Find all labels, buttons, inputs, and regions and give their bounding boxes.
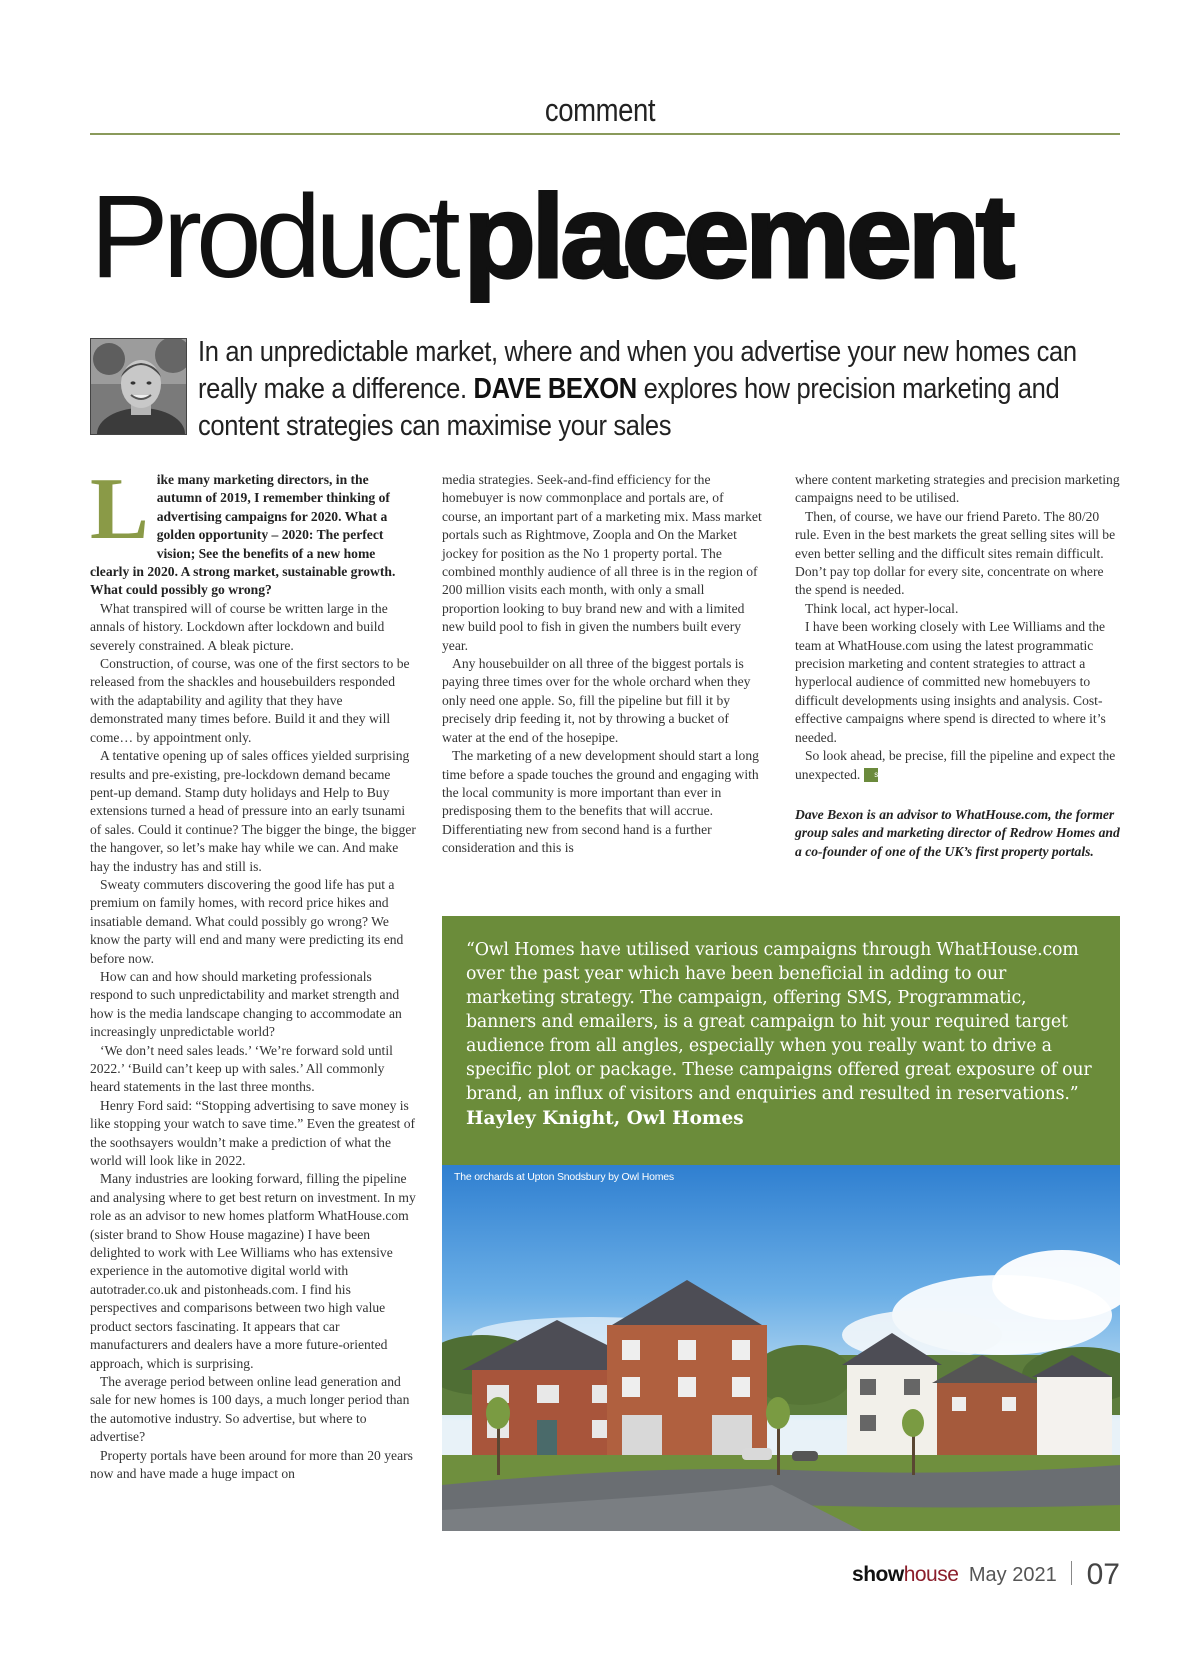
closing-text: So look ahead, be precise, fill the pipeline and expect the unexpected.	[795, 748, 1116, 782]
body-paragraph: Many industries are looking forward, filling the pipeline and analysing where to get best return on investment. In my role as an advisor to new homes platform WhatHouse.com (sister brand to Show House magazine) I have been delighted to work with Lee Williams who has extensive experience in the automotive digital world with autotrader.co.uk and pistonheads.com. I find his perspectives and comparisons between two high value product sectors fascinating. It appears that car manufacturers and dealers have a more future-oriented approach, which is surprising.	[90, 1171, 416, 1371]
footer-divider	[1071, 1561, 1072, 1585]
page-number: 07	[1086, 1558, 1120, 1591]
magazine-brand-light: house	[903, 1563, 959, 1586]
page-footer	[852, 1558, 1120, 1592]
drop-cap: L	[90, 461, 149, 558]
body-paragraph: How can and how should marketing professionals respond to such unpredictability and market strength and how is the media landscape changing to accommodate an increasingly unpredictable world?	[90, 968, 402, 1040]
article-column-3	[795, 471, 1120, 861]
standfirst-outro: explores how precision marketing and content strategies can maximise your sales	[198, 373, 1060, 442]
magazine-brand-bold: show	[852, 1563, 904, 1586]
development-photo	[442, 1165, 1120, 1531]
body-paragraph: What transpired will of course be written large in the annals of history. Lockdown after lockdown and build severely constrained. A bleak picture.	[90, 600, 388, 653]
closing-paragraph	[795, 747, 1120, 784]
housing-development-illustration	[442, 1165, 1120, 1531]
body-paragraph: Sweaty commuters discovering the good life has put a premium on family homes, with record price hikes and insatiable demand. What could possibly go wrong? We know the party will end and many were predicting its end before now.	[90, 876, 404, 966]
body-paragraph: The average period between online lead generation and sale for new homes is 100 days, a much longer period than the automotive industry. So advertise, but where to advertise?	[90, 1373, 410, 1445]
body-paragraph: Henry Ford said: “Stopping advertising to save money is like stopping your watch to save time.” Even the greatest of the soothsayers wouldn’t make a prediction of what the world will look like in 2022.	[90, 1097, 416, 1169]
section-divider	[90, 133, 1120, 135]
section-label: comment	[544, 92, 656, 128]
author-bio: Dave Bexon is an advisor to WhatHouse.com, the former group sales and marketing director of Redrow Homes and a co-founder of one of the UK’s first property portals.	[795, 806, 1120, 859]
author-name: DAVE BEXON	[473, 373, 637, 405]
headline-bold: placement	[463, 171, 1012, 303]
body-paragraph: A tentative opening up of sales offices yielded surprising results and pre-existing, pre-lockdown demand became pent-up demand. Stamp duty holidays and Help to Buy extensions turned a head of pressure into an early tsunami of sales. Could it continue? The bigger the binge, the bigger the hangover, so let’s make hay while we can. And make hay the industry has and still is.	[90, 748, 416, 874]
headline	[90, 171, 1012, 303]
pull-quote-attribution: Hayley Knight, Owl Homes	[466, 1108, 744, 1129]
body-paragraph: ‘We don’t need sales leads.’ ‘We’re forward sold until 2022.’ ‘Build can’t keep up with sales.’ All commonly heard statements in the last three months.	[90, 1042, 393, 1095]
article-column-1	[90, 461, 416, 1483]
body-paragraph: where content marketing strategies and precision marketing campaigns need to be utilised.	[795, 472, 1120, 506]
body-paragraph: Any housebuilder on all three of the biggest portals is paying three times over for the whole orchard when they only need one apple. So, fill the pipeline but fill it by precisely drip feeding it, not by throwing a bucket of water at the end of the hosepipe.	[442, 656, 751, 745]
article-column-2	[442, 471, 762, 858]
lead-paragraph	[90, 461, 416, 600]
body-paragraph: media strategies. Seek-and-find efficiency for the homebuyer is now commonplace and portals are, of course, an important part of a marketing mix. Mass market portals such as Rightmove, Zoopla and On the Market jockey for position as the No 1 property portal. The combined monthly audience of all three is in the region of 200 million visits each month, with only a small proportion looking to buy brand new and with a limited new build pool to fish in given the numbers built every year.	[442, 472, 762, 653]
body-paragraph: Property portals have been around for more than 20 years now and have made a huge impact on	[90, 1447, 413, 1481]
standfirst	[198, 334, 1118, 445]
pull-quote-text: “Owl Homes have utilised various campaigns through WhatHouse.com over the past year which have been beneficial in adding to our marketing strategy. The campaign, offering SMS, Programmatic, banners and emailers, is a great campaign to hit your required target audience from all angles, especially when you really want to drive a specific plot or package. These campaigns offered great exposure of our brand, an influx of visitors and enquiries and resulted in reservations.”	[466, 940, 1092, 1104]
body-paragraph: Construction, of course, was one of the first sectors to be released from the shackles and housebuilders responded with the adaptability and agility that they have demonstrated many times before. Build it and they will come… by appointment only.	[90, 656, 410, 745]
headline-light: Product	[90, 171, 455, 303]
body-paragraph: Think local, act hyper-local.	[805, 600, 959, 616]
body-paragraph: Then, of course, we have our friend Pareto. The 80/20 rule. Even in the best markets the great selling sites will be even better selling and the difficult sites remain difficult. Don’t pay top dollar for every site, concentrate on where the spend is needed.	[795, 508, 1116, 598]
photo-caption: The orchards at Upton Snodsbury by Owl Homes	[454, 1171, 674, 1183]
body-paragraph: The marketing of a new development should start a long time before a spade touches the ground and engaging with the local community is more important than ever in predisposing them to the benefits that will accrue. Differentiating new from second hand is a further consideration and this is	[442, 748, 759, 856]
lead-text: ike many marketing directors, in the autumn of 2019, I remember thinking of advertising campaigns for 2020. What a golden opportunity – 2020: The perfect vision; See the benefits of a new home clearly in 2020. A strong market, sustainable growth. What could possibly go wrong?	[90, 472, 396, 598]
body-paragraph: I have been working closely with Lee Williams and the team at WhatHouse.com using the latest programmatic precision marketing and content strategies to attract a hyperlocal audience of committed new homebuyers to difficult developments using insights and analysis. Cost-effective campaigns where spend is directed to where it’s needed.	[795, 619, 1106, 745]
author-portrait-image	[91, 339, 187, 435]
issue-date: May 2021	[968, 1564, 1057, 1586]
standfirst-intro: In an unpredictable market, where and when you advertise your new homes can really make a difference.	[198, 336, 1077, 405]
pull-quote-box	[442, 916, 1120, 1165]
author-photo	[90, 338, 187, 435]
end-mark-logo: sh	[864, 768, 878, 782]
